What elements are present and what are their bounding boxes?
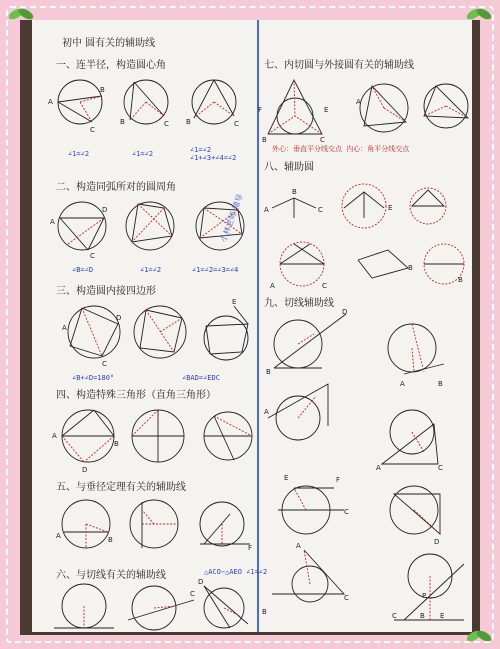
leaf-icon xyxy=(464,626,494,646)
svg-text:A: A xyxy=(264,206,269,214)
page-title: 初中 圆有关的辅助线 xyxy=(62,38,156,49)
formula-2a: ∠B=∠D xyxy=(72,266,94,274)
svg-text:C: C xyxy=(90,252,95,260)
section-7-figures xyxy=(258,76,464,146)
section-6-title: 六、与切线有关的辅助线 xyxy=(56,570,166,581)
svg-text:C: C xyxy=(392,612,397,620)
svg-text:C: C xyxy=(320,136,325,144)
svg-text:A: A xyxy=(62,324,67,332)
formula-7: 外心：垂直平分线交点 内心：角平分线交点 xyxy=(272,145,410,153)
section-4-title: 四、构造特殊三角形（直角三角形） xyxy=(56,390,216,401)
section-2-title: 二、构造同弧所对的圆周角 xyxy=(56,182,176,193)
formula-2c: ∠1=∠2=∠3=∠4 xyxy=(192,266,239,274)
formula-1c: ∠1=∠2 ∠1+∠3+∠4=∠2 xyxy=(190,146,237,162)
section-6-figures xyxy=(54,580,254,630)
section-8-figures xyxy=(264,178,464,288)
svg-text:D: D xyxy=(198,578,204,586)
svg-text:E: E xyxy=(284,474,289,482)
formula-1b: ∠1=∠2 xyxy=(132,150,154,158)
svg-text:A: A xyxy=(400,380,405,388)
svg-text:A: A xyxy=(270,282,275,290)
svg-text:D: D xyxy=(116,314,122,322)
svg-text:A: A xyxy=(48,98,53,106)
svg-text:D: D xyxy=(82,466,88,474)
section-4-figures xyxy=(54,406,254,486)
svg-text:E: E xyxy=(232,298,237,306)
svg-text:C: C xyxy=(322,282,327,290)
svg-text:A: A xyxy=(264,408,269,416)
svg-text:B: B xyxy=(266,368,271,376)
section-5-figures xyxy=(54,498,254,558)
formula-3a: ∠B+∠D=180° xyxy=(72,374,115,382)
svg-text:C: C xyxy=(344,508,349,516)
author-signature: 小林老师 辅导 xyxy=(218,192,245,244)
svg-text:B: B xyxy=(420,612,425,620)
section-8-title: 八、辅助圆 xyxy=(264,162,314,173)
svg-text:E: E xyxy=(440,612,445,620)
photo xyxy=(20,20,480,635)
svg-text:D: D xyxy=(342,308,348,316)
svg-text:B: B xyxy=(114,440,119,448)
svg-text:D: D xyxy=(102,206,108,214)
formula-1a: ∠1=∠2 xyxy=(68,150,90,158)
svg-text:F: F xyxy=(336,476,341,484)
notebook-page xyxy=(32,20,472,632)
svg-text:E: E xyxy=(324,106,329,114)
svg-text:F: F xyxy=(258,106,263,114)
section-5-title: 五、与垂径定理有关的辅助线 xyxy=(56,482,186,493)
svg-text:A: A xyxy=(376,464,381,472)
section-9-title: 九、切线辅助线 xyxy=(264,298,334,309)
svg-text:C: C xyxy=(344,594,349,602)
svg-text:C: C xyxy=(90,126,95,134)
svg-text:C: C xyxy=(438,464,443,472)
svg-text:B: B xyxy=(292,188,297,196)
svg-text:B: B xyxy=(458,276,463,284)
svg-text:A: A xyxy=(356,98,361,106)
svg-text:A: A xyxy=(50,218,55,226)
section-3-figures xyxy=(54,298,254,372)
section-3-title: 三、构造圆内接四边形 xyxy=(56,286,156,297)
leaf-icon xyxy=(6,4,36,24)
svg-text:C: C xyxy=(190,590,195,598)
svg-text:A: A xyxy=(296,542,301,550)
svg-text:B: B xyxy=(100,86,105,94)
leaf-icon xyxy=(464,4,494,24)
svg-text:F: F xyxy=(248,544,253,552)
formula-3b: ∠BAD=∠EDC xyxy=(182,374,220,382)
svg-text:B: B xyxy=(186,118,191,126)
svg-text:P: P xyxy=(422,592,427,600)
svg-text:B: B xyxy=(262,136,267,144)
svg-text:A: A xyxy=(52,432,57,440)
svg-text:B: B xyxy=(262,608,267,616)
section-9-figures xyxy=(262,308,464,624)
section-7-title: 七、内切圆与外接圆有关的辅助线 xyxy=(264,60,414,71)
svg-text:C: C xyxy=(318,206,323,214)
formula-6: △ACO∽△AEO ∠1=∠2 xyxy=(204,568,268,576)
svg-text:A: A xyxy=(56,532,61,540)
svg-text:B: B xyxy=(108,536,113,544)
svg-text:B: B xyxy=(408,264,413,272)
svg-text:B: B xyxy=(438,380,443,388)
section-1-title: 一、连半径，构造圆心角 xyxy=(56,60,166,71)
svg-text:C: C xyxy=(234,120,239,128)
svg-text:C: C xyxy=(102,360,107,368)
svg-text:D: D xyxy=(434,538,440,546)
svg-text:C: C xyxy=(164,120,169,128)
svg-text:E: E xyxy=(388,204,393,212)
formula-2b: ∠1=∠2 xyxy=(140,266,162,274)
svg-text:B: B xyxy=(120,118,125,126)
